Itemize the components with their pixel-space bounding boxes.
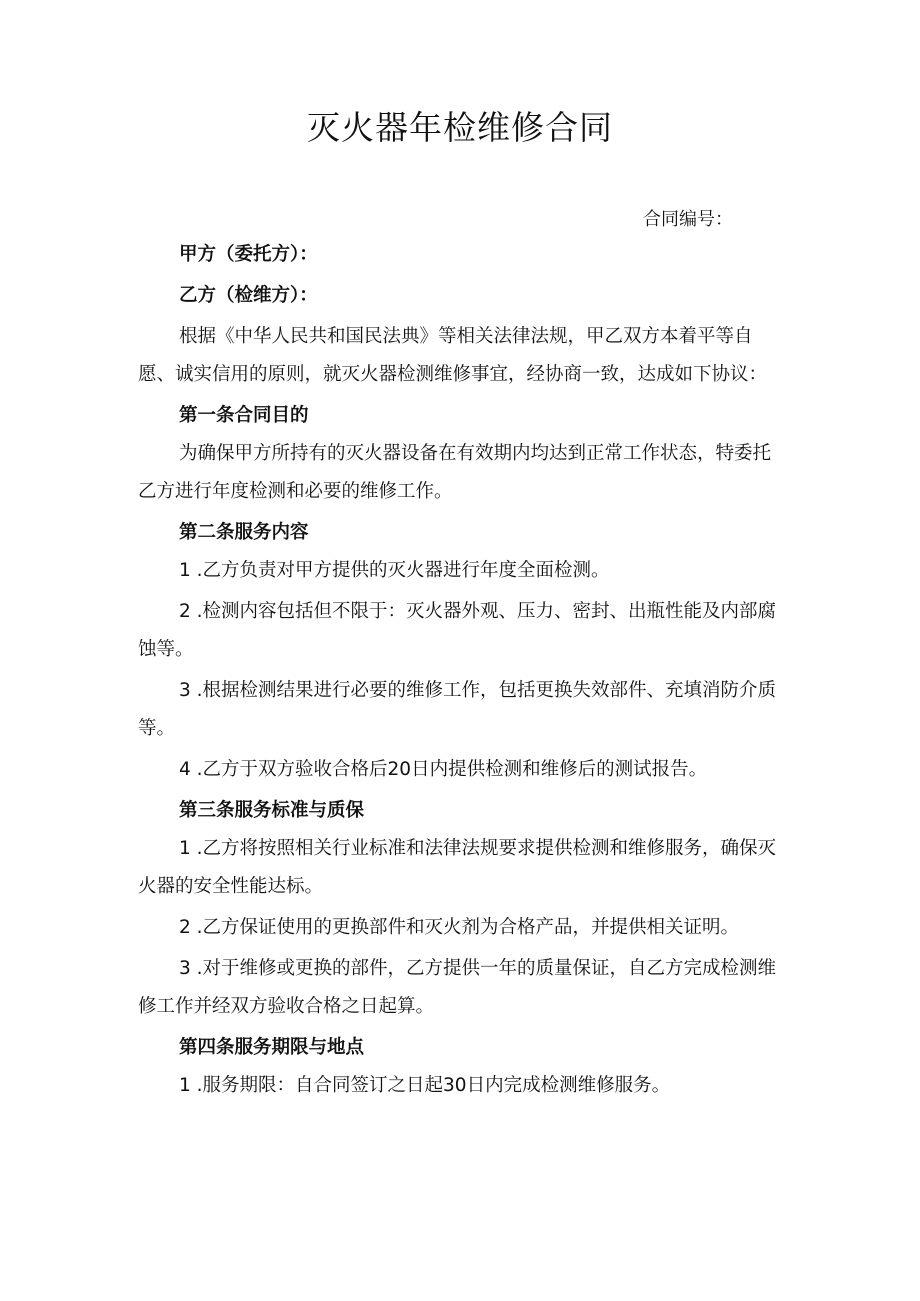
article-1-text: 为确保甲方所持有的灭火器设备在有效期内均达到正常工作状态，特委托乙方进行年度检测和必要的维修工作。 — [138, 443, 772, 502]
document-title: 灭火器年检维修合同 — [307, 108, 613, 147]
article-2-item-4: 4 .乙方于双方验收合格后20日内提供检测和维修后的测试报告。 — [179, 759, 708, 780]
article-4-heading: 第四条服务期限与地点 — [179, 1037, 365, 1058]
article-3-item-1: 1 .乙方将按照相关行业标准和法律法规要求提供检测和维修服务，确保灭火器的安全性能达标。 — [138, 838, 777, 897]
article-2-item-1: 1 .乙方负责对甲方提供的灭火器进行年度全面检测。 — [179, 560, 610, 581]
contract-body — [138, 236, 788, 1105]
article-2-item-2: 2 .检测内容包括但不限于：灭火器外观、压力、密封、出瓶性能及内部腐蚀等。 — [138, 601, 777, 660]
article-4-item-1: 1 .服务期限：自合同签订之日起30日内完成检测维修服务。 — [179, 1075, 671, 1096]
article-1-heading: 第一条合同目的 — [179, 405, 309, 426]
article-2-item-3: 3 .根据检测结果进行必要的维修工作，包括更换失效部件、充填消防介质等。 — [138, 680, 777, 739]
party-a-label: 甲方（委托方）： — [179, 244, 318, 265]
contract-number-label: 合同编号： — [643, 209, 733, 230]
article-3-item-2: 2 .乙方保证使用的更换部件和灭火剂为合格产品，并提供相关证明。 — [179, 917, 740, 938]
article-3-item-3: 3 .对于维修或更换的部件，乙方提供一年的质量保证，自乙方完成检测维修工作并经双方验收合格之日起算。 — [138, 958, 777, 1017]
preamble-paragraph: 根据《中华人民共和国民法典》等相关法律法规，甲乙双方本着平等自愿、诚实信用的原则，就灭火器检测维修事宜，经协商一致，达成如下协议： — [138, 326, 768, 385]
party-b-label: 乙方（检维方）： — [179, 285, 318, 306]
article-2-heading: 第二条服务内容 — [179, 522, 309, 543]
article-3-heading: 第三条服务标准与质保 — [179, 800, 365, 821]
